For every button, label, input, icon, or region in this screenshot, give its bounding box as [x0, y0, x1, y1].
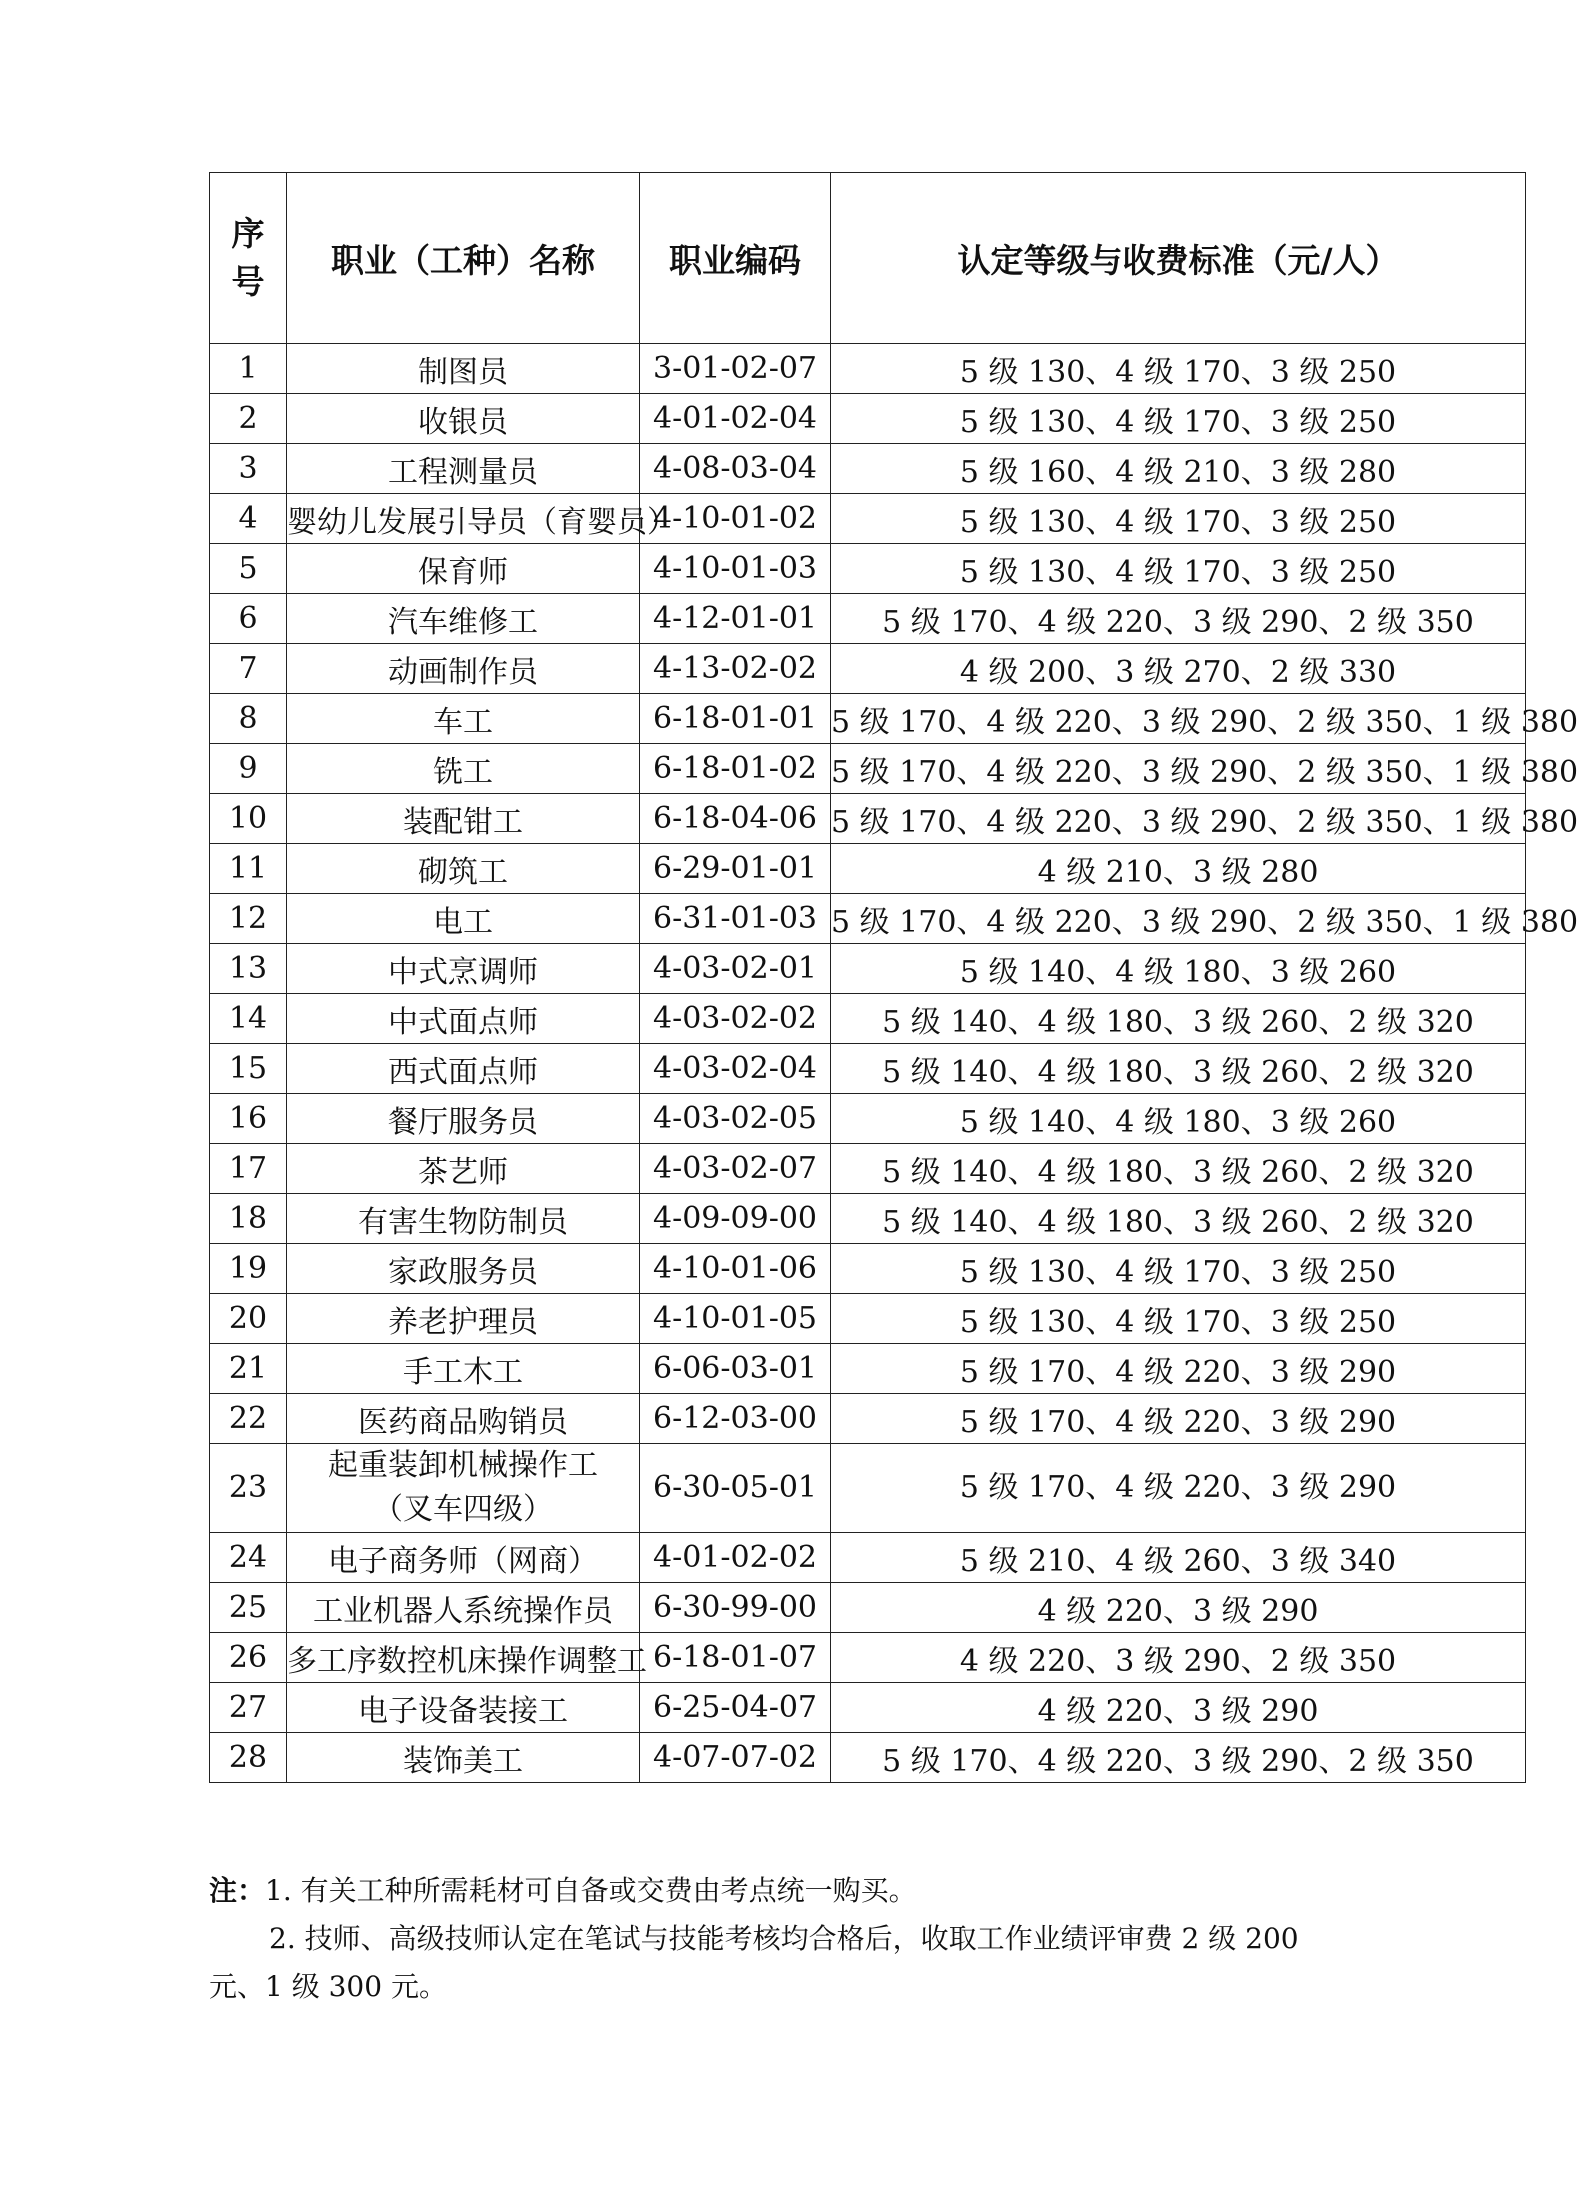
row-index: 5	[210, 544, 287, 594]
row-code: 4-08-03-04	[640, 444, 831, 494]
row-fee: 4 级 220、3 级 290	[831, 1683, 1526, 1733]
row-index: 22	[210, 1394, 287, 1444]
row-index: 9	[210, 744, 287, 794]
header-occupation-name: 职业（工种）名称	[287, 173, 640, 344]
row-name: 汽车维修工	[287, 594, 640, 644]
row-name: 制图员	[287, 344, 640, 394]
row-name: 多工序数控机床操作调整工	[287, 1633, 640, 1683]
row-fee: 4 级 200、3 级 270、2 级 330	[831, 644, 1526, 694]
row-code: 4-01-02-02	[640, 1533, 831, 1583]
row-code: 4-07-07-02	[640, 1733, 831, 1783]
row-name: 养老护理员	[287, 1294, 640, 1344]
header-occupation-code: 职业编码	[640, 173, 831, 344]
table-row	[210, 694, 1526, 744]
row-fee: 5 级 130、4 级 170、3 级 250	[831, 544, 1526, 594]
row-fee: 5 级 130、4 级 170、3 级 250	[831, 394, 1526, 444]
row-fee: 5 级 170、4 级 220、3 级 290	[831, 1444, 1526, 1533]
row-name: 保育师	[287, 544, 640, 594]
row-fee: 5 级 140、4 级 180、3 级 260、2 级 320	[831, 994, 1526, 1044]
row-name: 餐厅服务员	[287, 1094, 640, 1144]
row-index: 21	[210, 1344, 287, 1394]
table-row	[210, 444, 1526, 494]
row-name: 收银员	[287, 394, 640, 444]
row-name: 医药商品购销员	[287, 1394, 640, 1444]
row-name: 装配钳工	[287, 794, 640, 844]
row-code: 4-10-01-03	[640, 544, 831, 594]
row-name: 砌筑工	[287, 844, 640, 894]
row-fee: 5 级 170、4 级 220、3 级 290、2 级 350	[831, 594, 1526, 644]
table-row	[210, 1394, 1526, 1444]
header-index-bottom: 号	[231, 262, 265, 301]
row-fee: 5 级 170、4 级 220、3 级 290、2 级 350、1 级 380	[831, 694, 1526, 744]
row-code: 6-25-04-07	[640, 1683, 831, 1733]
row-code: 6-18-01-07	[640, 1633, 831, 1683]
row-code: 4-10-01-05	[640, 1294, 831, 1344]
table-row	[210, 1683, 1526, 1733]
row-code: 4-10-01-06	[640, 1244, 831, 1294]
row-index: 19	[210, 1244, 287, 1294]
row-fee: 5 级 170、4 级 220、3 级 290	[831, 1344, 1526, 1394]
row-fee: 5 级 170、4 级 220、3 级 290、2 级 350、1 级 380	[831, 894, 1526, 944]
row-name: 家政服务员	[287, 1244, 640, 1294]
row-name: 车工	[287, 694, 640, 744]
table-row	[210, 544, 1526, 594]
table-row	[210, 1633, 1526, 1683]
row-index: 7	[210, 644, 287, 694]
table-row	[210, 644, 1526, 694]
table-row	[210, 394, 1526, 444]
row-code: 6-31-01-03	[640, 894, 831, 944]
row-code: 4-09-09-00	[640, 1194, 831, 1244]
row-code: 4-03-02-02	[640, 994, 831, 1044]
row-name: 茶艺师	[287, 1144, 640, 1194]
row-code: 6-30-05-01	[640, 1444, 831, 1533]
row-fee: 5 级 170、4 级 220、3 级 290、2 级 350	[831, 1733, 1526, 1783]
table-row	[210, 1194, 1526, 1244]
fee-standard-table	[209, 172, 1579, 1783]
row-index: 25	[210, 1583, 287, 1633]
row-code: 6-30-99-00	[640, 1583, 831, 1633]
row-name: 电子商务师（网商）	[287, 1533, 640, 1583]
row-fee: 4 级 220、3 级 290、2 级 350	[831, 1633, 1526, 1683]
table-row	[210, 1044, 1526, 1094]
row-index: 1	[210, 344, 287, 394]
row-code: 6-06-03-01	[640, 1344, 831, 1394]
row-index: 12	[210, 894, 287, 944]
table-row	[210, 1444, 1526, 1533]
note-line-2: 2. 技师、高级技师认定在笔试与技能考核均合格后，收取工作业绩评审费 2 级 200	[269, 1922, 1299, 1955]
table-row	[210, 1094, 1526, 1144]
row-name: 中式烹调师	[287, 944, 640, 994]
row-index: 15	[210, 1044, 287, 1094]
table-row	[210, 844, 1526, 894]
row-name: 中式面点师	[287, 994, 640, 1044]
row-code: 4-12-01-01	[640, 594, 831, 644]
row-code: 4-13-02-02	[640, 644, 831, 694]
row-name: 工业机器人系统操作员	[287, 1583, 640, 1633]
row-name: 电工	[287, 894, 640, 944]
row-code: 6-18-01-02	[640, 744, 831, 794]
row-name: 有害生物防制员	[287, 1194, 640, 1244]
table-row	[210, 344, 1526, 394]
table-row	[210, 494, 1526, 544]
row-fee: 4 级 210、3 级 280	[831, 844, 1526, 894]
row-fee: 5 级 170、4 级 220、3 级 290、2 级 350、1 级 380	[831, 794, 1526, 844]
table-row	[210, 1533, 1526, 1583]
row-index: 23	[210, 1444, 287, 1533]
row-fee: 5 级 130、4 级 170、3 级 250	[831, 1294, 1526, 1344]
table-row	[210, 1733, 1526, 1783]
note-1-text: 1. 有关工种所需耗材可自备或交费由考点统一购买。	[265, 1874, 917, 1907]
table-header-row	[210, 173, 1526, 344]
row-index: 3	[210, 444, 287, 494]
row-fee: 5 级 130、4 级 170、3 级 250	[831, 344, 1526, 394]
row-fee: 5 级 130、4 级 170、3 级 250	[831, 494, 1526, 544]
table-row	[210, 894, 1526, 944]
note-line-3: 元、1 级 300 元。	[209, 1970, 447, 2003]
row-fee: 5 级 140、4 级 180、3 级 260、2 级 320	[831, 1144, 1526, 1194]
note-lead: 注：	[209, 1874, 266, 1907]
row-name: 工程测量员	[287, 444, 640, 494]
row-name: 电子设备装接工	[287, 1683, 640, 1733]
table-row	[210, 1294, 1526, 1344]
row-code: 6-18-01-01	[640, 694, 831, 744]
row-index: 11	[210, 844, 287, 894]
row-index: 8	[210, 694, 287, 744]
row-index: 18	[210, 1194, 287, 1244]
row-index: 13	[210, 944, 287, 994]
row-fee: 5 级 160、4 级 210、3 级 280	[831, 444, 1526, 494]
row-index: 6	[210, 594, 287, 644]
row-index: 2	[210, 394, 287, 444]
row-fee: 4 级 220、3 级 290	[831, 1583, 1526, 1633]
row-index: 27	[210, 1683, 287, 1733]
note-line-1	[209, 1867, 1409, 1915]
row-name	[287, 1444, 640, 1533]
row-name-line2: （叉车四级）	[373, 1492, 553, 1527]
row-code: 4-03-02-04	[640, 1044, 831, 1094]
row-code: 4-01-02-04	[640, 394, 831, 444]
row-code: 4-03-02-07	[640, 1144, 831, 1194]
row-index: 4	[210, 494, 287, 544]
table-row	[210, 1244, 1526, 1294]
row-code: 4-10-01-02	[640, 494, 831, 544]
table-row	[210, 794, 1526, 844]
row-fee: 5 级 140、4 级 180、3 级 260	[831, 944, 1526, 994]
row-index: 14	[210, 994, 287, 1044]
table-row	[210, 944, 1526, 994]
row-fee: 5 级 130、4 级 170、3 级 250	[831, 1244, 1526, 1294]
header-index-top: 序	[231, 214, 265, 253]
table-row	[210, 1583, 1526, 1633]
row-name: 西式面点师	[287, 1044, 640, 1094]
table-row	[210, 1344, 1526, 1394]
row-fee: 5 级 210、4 级 260、3 级 340	[831, 1533, 1526, 1583]
table-row	[210, 994, 1526, 1044]
row-fee: 5 级 170、4 级 220、3 级 290、2 级 350、1 级 380	[831, 744, 1526, 794]
header-index	[210, 173, 287, 344]
row-name: 手工木工	[287, 1344, 640, 1394]
row-code: 3-01-02-07	[640, 344, 831, 394]
row-name: 动画制作员	[287, 644, 640, 694]
row-fee: 5 级 140、4 级 180、3 级 260、2 级 320	[831, 1194, 1526, 1244]
row-code: 6-29-01-01	[640, 844, 831, 894]
row-code: 4-03-02-01	[640, 944, 831, 994]
header-fee-standard: 认定等级与收费标准（元/人）	[831, 173, 1526, 344]
row-code: 6-12-03-00	[640, 1394, 831, 1444]
row-index: 28	[210, 1733, 287, 1783]
row-name-line1: 起重装卸机械操作工	[328, 1448, 598, 1483]
table-row	[210, 594, 1526, 644]
row-index: 20	[210, 1294, 287, 1344]
row-index: 24	[210, 1533, 287, 1583]
row-name: 装饰美工	[287, 1733, 640, 1783]
table-row	[210, 744, 1526, 794]
row-name: 铣工	[287, 744, 640, 794]
table-row	[210, 1144, 1526, 1194]
row-fee: 5 级 170、4 级 220、3 级 290	[831, 1394, 1526, 1444]
row-index: 10	[210, 794, 287, 844]
row-fee: 5 级 140、4 级 180、3 级 260	[831, 1094, 1526, 1144]
row-index: 17	[210, 1144, 287, 1194]
row-name: 婴幼儿发展引导员（育婴员）	[287, 494, 640, 544]
row-index: 16	[210, 1094, 287, 1144]
row-code: 4-03-02-05	[640, 1094, 831, 1144]
row-index: 26	[210, 1633, 287, 1683]
row-code: 6-18-04-06	[640, 794, 831, 844]
row-fee: 5 级 140、4 级 180、3 级 260、2 级 320	[831, 1044, 1526, 1094]
notes-section	[209, 1867, 1409, 2011]
